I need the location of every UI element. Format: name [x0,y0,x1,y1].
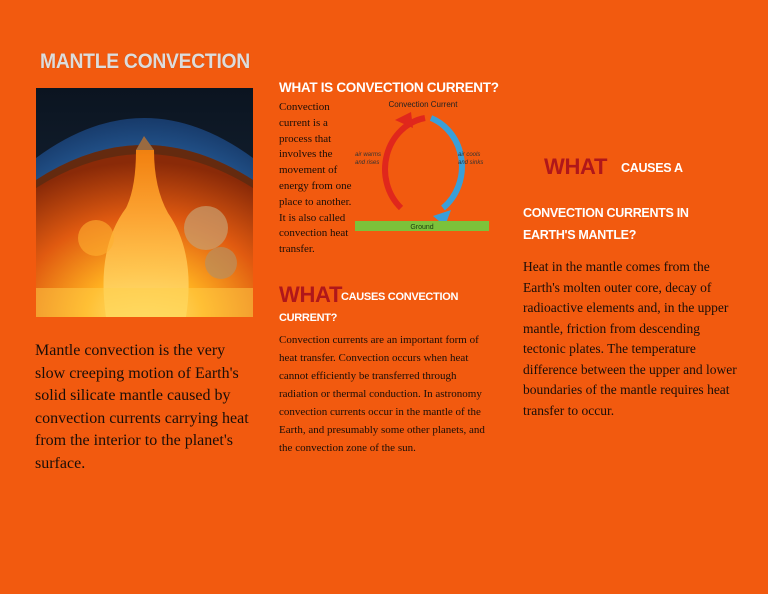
section2-what-word: WHAT [279,282,343,307]
section3-what-word: WHAT [544,154,608,179]
section2-body: Convection currents are an important form of heat transfer. Convection occurs when heat cannot efficiently be transferred through radiation or thermal conduction. In astronomy convection currents occur in the mantle of the Earth, and presumably some other planets, and the convection zone of the sun. [279,334,485,454]
section-heading-what-is-convection: WHAT IS CONVECTION CURRENT? [279,80,499,95]
earth-illustration [36,88,253,317]
right-label-line2: and sinks [458,160,484,166]
section2-heading-rest: CAUSES CONVECTION [341,291,459,303]
definition-text-wrap [279,100,354,258]
left-label-line2: and rises [355,160,380,166]
definition-text: Convection current is a process that involves the movement of energy from one place to another. It is also called convection heat transfer. [279,101,352,256]
convection-current-diagram [353,98,493,234]
section2-heading-line2: CURRENT? [279,312,338,324]
earth-cutaway-image [36,88,253,317]
page-title: MANTLE CONVECTION [40,50,250,73]
diagram-title: Convection Current [388,100,458,109]
section3-heading-rest: CAUSES A [621,161,683,175]
mantle-convection-description: Mantle convection is the very slow creeping motion of Earth's solid silicate mantle caused by convection currents carrying heat from the interior to the planet's surface. [35,342,249,472]
section3-heading-line2: EARTH'S MANTLE? [523,228,637,242]
right-label-line1: air cools [458,152,481,158]
ground-label: Ground [410,224,434,231]
section3-heading-line1: CONVECTION CURRENTS IN [523,206,689,220]
left-label-line1: air warms [355,152,382,158]
section3-body: Heat in the mantle comes from the Earth's molten outer core, decay of radioactive elements and, in the upper mantle, friction from descending tectonic plates. The temperature difference between the upper and lower boundaries of the mantle requires heat transfer to occur. [523,259,737,418]
